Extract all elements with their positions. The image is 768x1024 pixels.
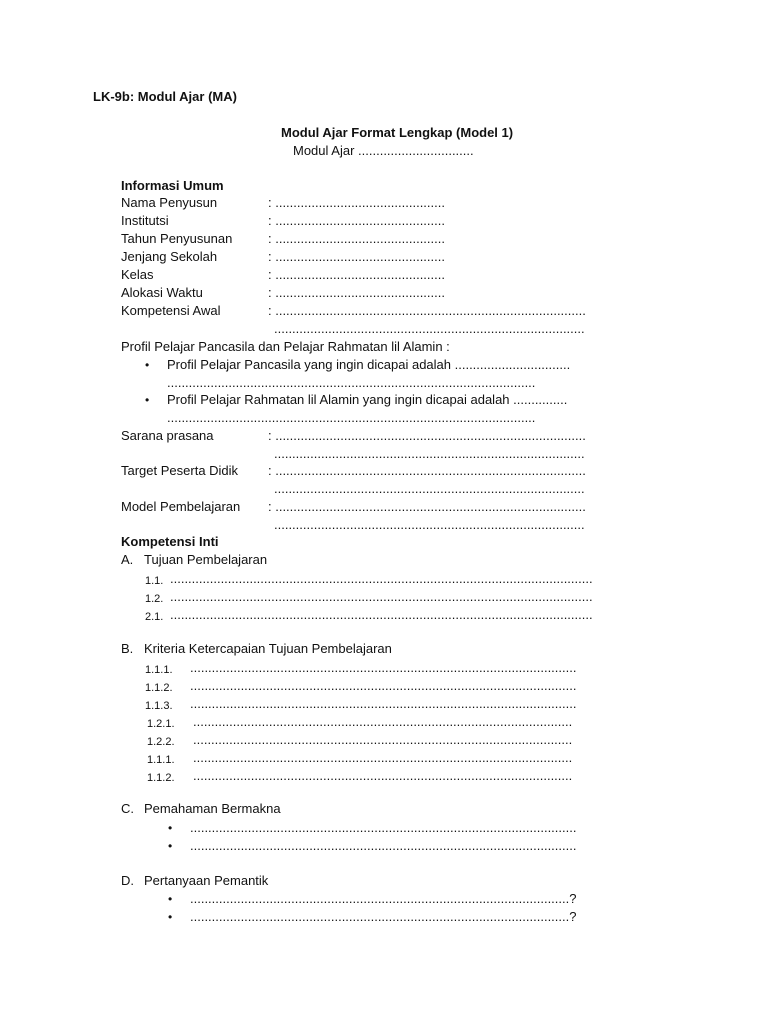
field-label: Sarana prasana xyxy=(121,428,214,443)
subsection-letter: C. xyxy=(121,801,134,816)
profil-item-continuation: ...................................................................................................... xyxy=(167,375,536,390)
field-value-continuation: ...................................................................................... xyxy=(274,446,585,461)
document-subtitle: Modul Ajar ................................ xyxy=(293,143,474,158)
bullet-marker: • xyxy=(168,821,173,835)
item-dots: ........................................................................................................... xyxy=(190,678,577,693)
item-number: 1.1.2. xyxy=(147,772,175,784)
field-label: Institutsi xyxy=(121,213,169,228)
field-label: Kelas xyxy=(121,267,154,282)
item-number: 1.2.1. xyxy=(147,718,175,730)
item-number: 1.2. xyxy=(145,593,164,605)
item-dots: .........................................................................................................? xyxy=(190,909,577,924)
profil-heading: Profil Pelajar Pancasila dan Pelajar Rahmatan lil Alamin : xyxy=(121,339,450,354)
field-value: : ............................................... xyxy=(268,213,445,228)
item-number: 1.1.2. xyxy=(145,682,173,694)
subsection-title-pertanyaan: Pertanyaan Pemantik xyxy=(144,873,269,888)
item-number: 1.1.1. xyxy=(147,754,175,766)
field-value-continuation: ...................................................................................... xyxy=(274,481,585,496)
field-label: Kompetensi Awal xyxy=(121,303,221,318)
item-dots: ..................................................................................................................... xyxy=(170,607,593,622)
field-label: Alokasi Waktu xyxy=(121,285,203,300)
field-value: : ...................................................................................... xyxy=(268,499,586,514)
item-dots: ........................................................................................................... xyxy=(190,820,577,835)
field-label: Target Peserta Didik xyxy=(121,463,239,478)
item-dots: ........................................................................................................... xyxy=(190,838,577,853)
profil-item: Profil Pelajar Rahmatan lil Alamin yang ingin dicapai adalah ............... xyxy=(167,392,568,407)
bullet-marker: • xyxy=(168,892,173,906)
document-title: Modul Ajar Format Lengkap (Model 1) xyxy=(281,125,514,140)
subsection-title-pemahaman: Pemahaman Bermakna xyxy=(144,801,281,816)
subsection-title-kriteria: Kriteria Ketercapaian Tujuan Pembelajaran xyxy=(144,641,392,656)
item-dots: ..................................................................................................................... xyxy=(170,571,593,586)
field-value: : ............................................... xyxy=(268,285,445,300)
field-value: : ............................................... xyxy=(268,249,445,264)
bullet-marker: • xyxy=(168,910,173,924)
item-dots: ......................................................................................................... xyxy=(193,768,573,783)
item-number: 1.1.3. xyxy=(145,700,173,712)
item-dots: ......................................................................................................... xyxy=(193,714,573,729)
field-value: : ...................................................................................... xyxy=(268,303,586,318)
bullet-marker: • xyxy=(168,839,173,853)
subsection-letter: D. xyxy=(121,873,134,888)
field-value-continuation: ...................................................................................... xyxy=(274,517,585,532)
field-label: Nama Penyusun xyxy=(121,195,218,210)
field-label: Tahun Penyusunan xyxy=(121,231,233,246)
item-dots: ........................................................................................................... xyxy=(190,696,577,711)
field-value: : ............................................... xyxy=(268,195,445,210)
item-number: 1.1.1. xyxy=(145,664,173,676)
item-dots: .........................................................................................................? xyxy=(190,891,577,906)
field-value: : ............................................... xyxy=(268,267,445,282)
field-value: : ............................................... xyxy=(268,231,445,246)
section-heading-informasi-umum: Informasi Umum xyxy=(121,178,224,193)
subsection-title-tujuan: Tujuan Pembelajaran xyxy=(144,552,268,567)
field-value-continuation: ...................................................................................... xyxy=(274,321,585,336)
item-dots: ........................................................................................................... xyxy=(190,660,577,675)
profil-item-continuation: ...................................................................................................... xyxy=(167,410,536,425)
item-number: 1.1. xyxy=(145,575,164,587)
field-value: : ...................................................................................... xyxy=(268,428,586,443)
bullet-marker: • xyxy=(145,358,150,372)
subsection-letter: B. xyxy=(121,641,134,656)
item-dots: ..................................................................................................................... xyxy=(170,589,593,604)
item-dots: ......................................................................................................... xyxy=(193,732,573,747)
field-value: : ...................................................................................... xyxy=(268,463,586,478)
subsection-letter: A. xyxy=(121,552,134,567)
field-label: Jenjang Sekolah xyxy=(121,249,218,264)
item-number: 1.2.2. xyxy=(147,736,175,748)
section-heading-kompetensi-inti: Kompetensi Inti xyxy=(121,534,219,549)
document-header: LK-9b: Modul Ajar (MA) xyxy=(93,89,237,104)
field-label: Model Pembelajaran xyxy=(121,499,241,514)
profil-item: Profil Pelajar Pancasila yang ingin dicapai adalah ................................ xyxy=(167,357,571,372)
bullet-marker: • xyxy=(145,393,150,407)
item-number: 2.1. xyxy=(145,611,164,623)
item-dots: ......................................................................................................... xyxy=(193,750,573,765)
